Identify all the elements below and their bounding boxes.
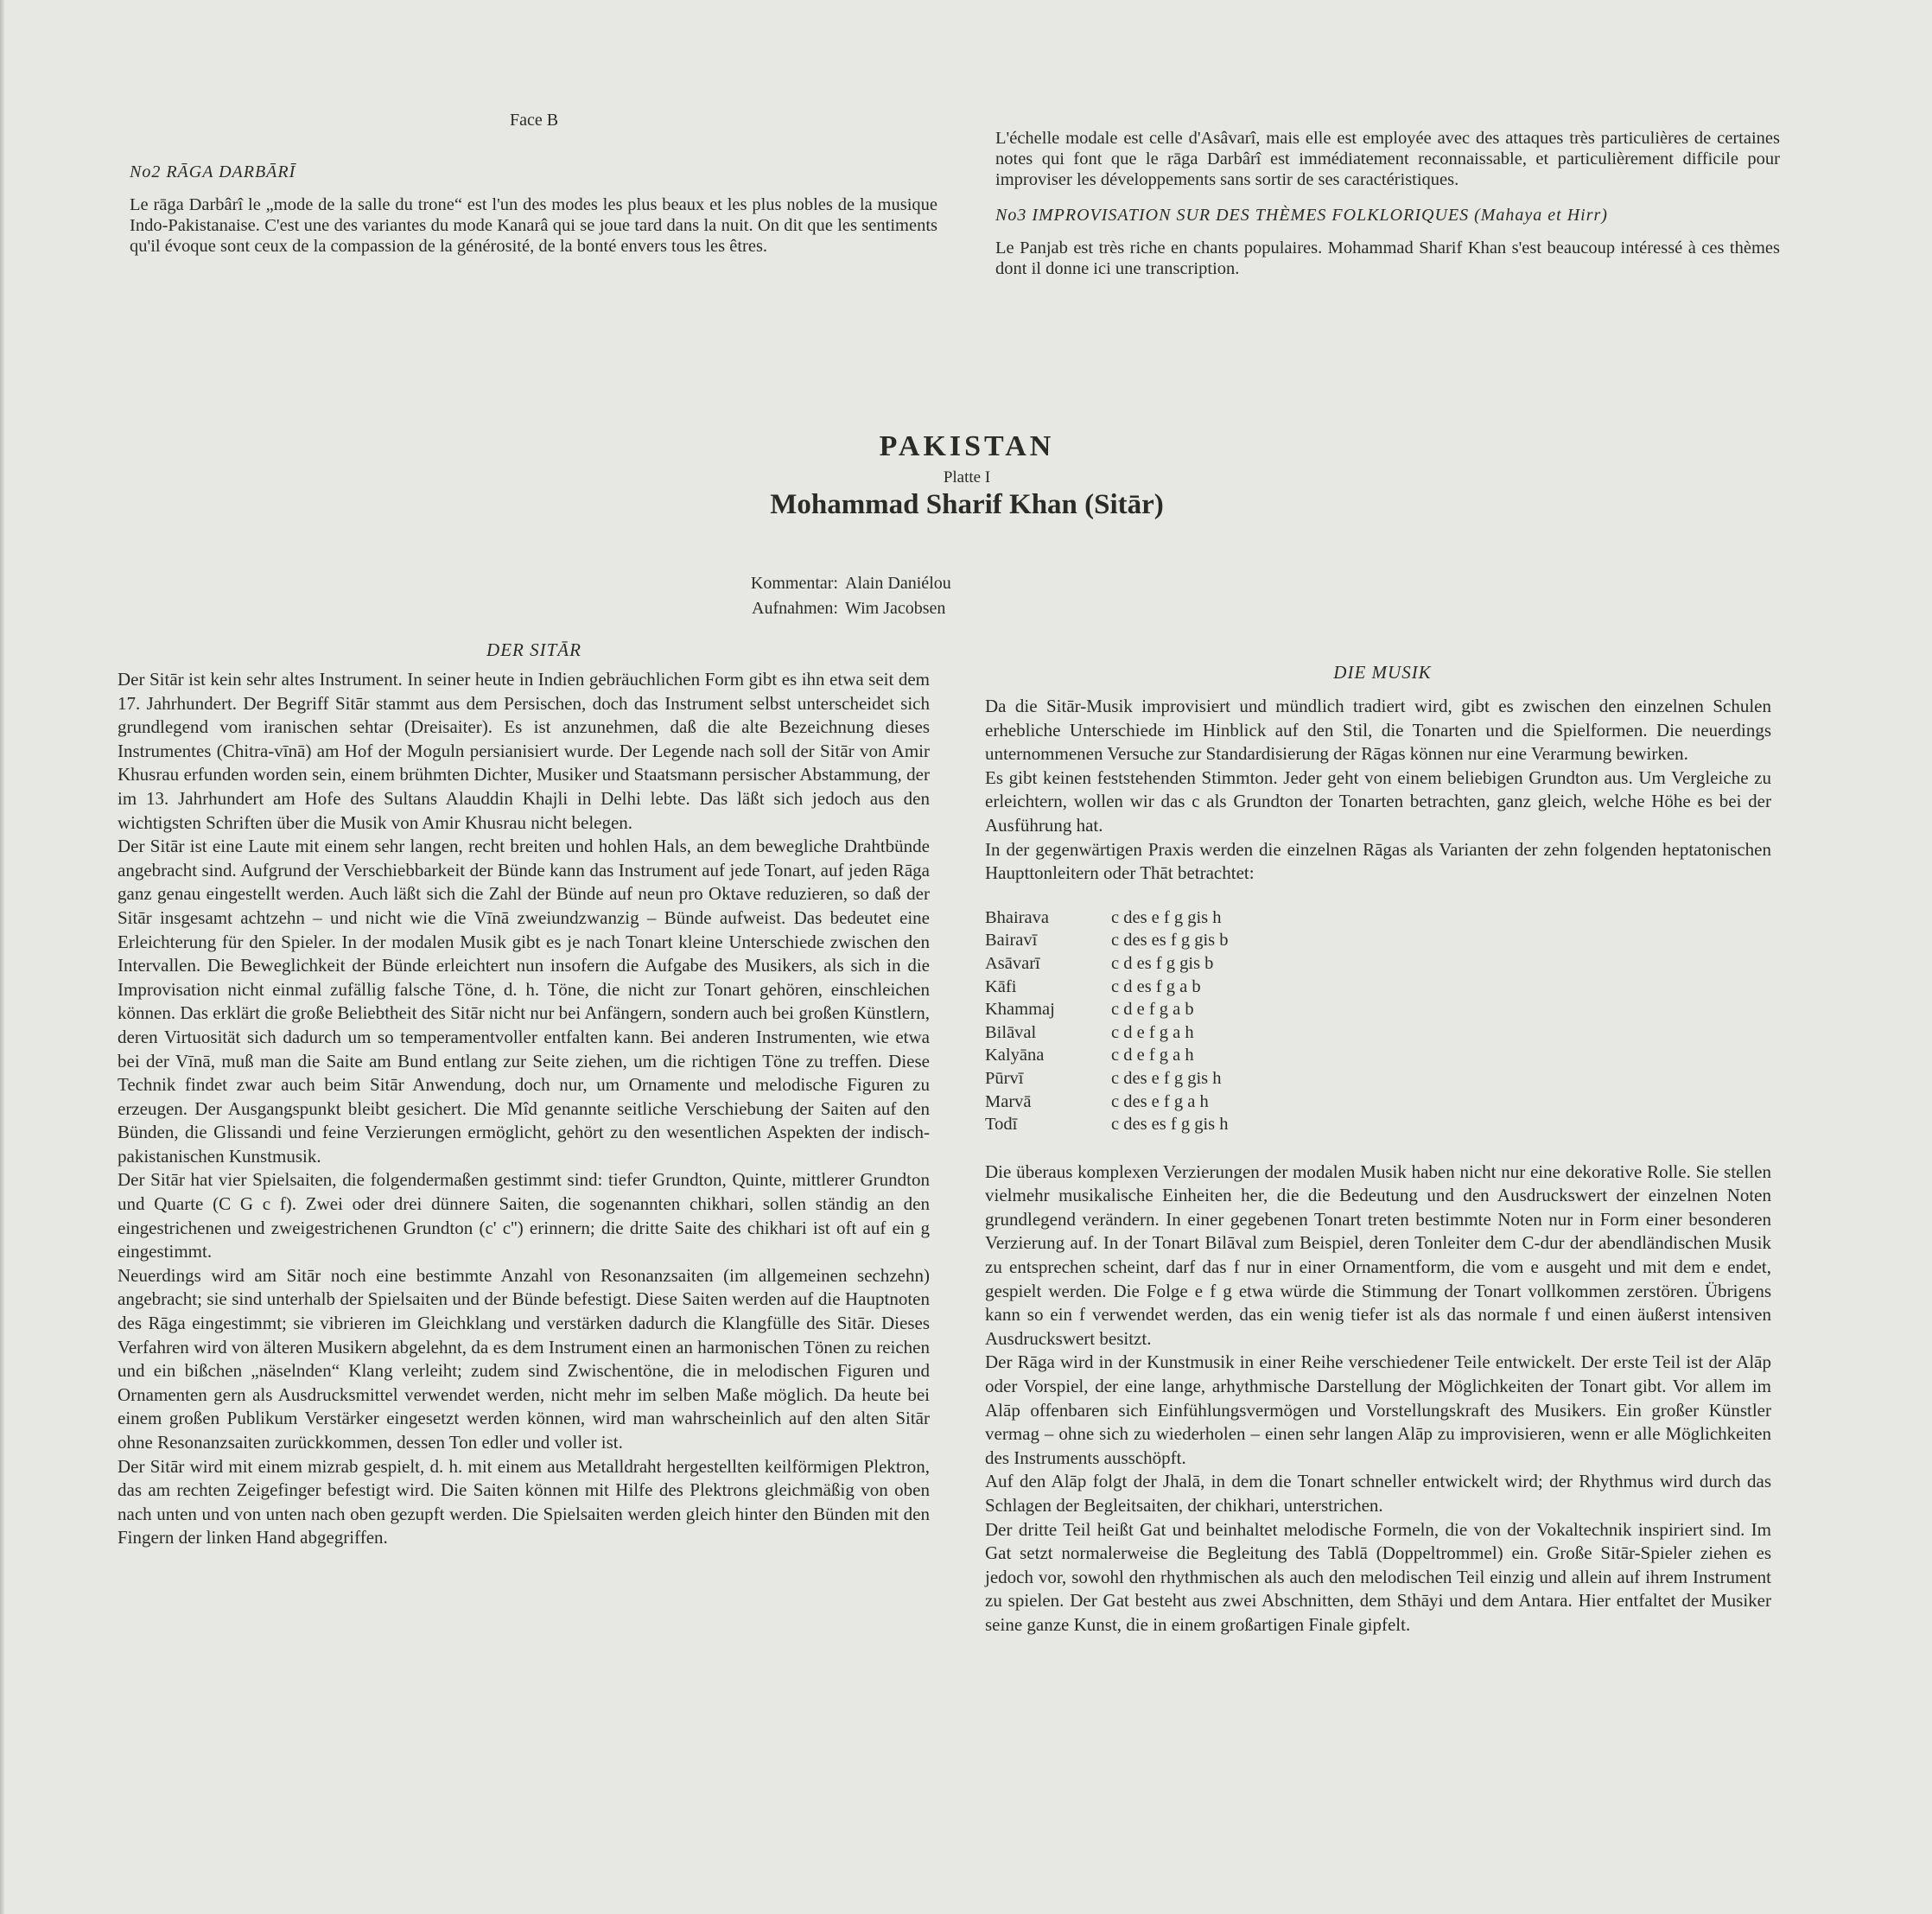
musik-paragraph: Da die Sitār-Musik improvisiert und mündlich tradiert wird, gibt es zwischen den einzelnen Schulen erhebliche Unterschiede im Hinblick auf den Stil, die Tonarten und die Spielformen. Die neuerdings unternommenen Versuche zur Standardisierung der Rāgas können nur eine Verarmung bewirken. (985, 696, 1771, 765)
raga-darbari-heading: No2 RĀGA DARBĀRĪ (130, 162, 296, 181)
page-edge-shadow (0, 0, 5, 1914)
table-row (985, 977, 1229, 1001)
credit-label: Kommentar: (750, 574, 838, 593)
right-column (985, 695, 1771, 1637)
credit-row (721, 596, 1153, 621)
title-block (605, 430, 1329, 521)
table-row (985, 954, 1229, 977)
raga-scale: c des e f g a h (1111, 1091, 1209, 1111)
asavari-paragraph: L'échelle modale est celle d'Asâvarî, mais elle est employée avec des attaques très particulières de certaines notes qui font que le rāga Darbârî est immédiatement reconnaissable, et particulièrement difficile pour improviser les développements sans sortir de ses caractéristiques. (995, 129, 1780, 189)
musik-paragraph: In der gegenwärtigen Praxis werden die einzelnen Rāgas als Varianten der zehn folgenden heptatonischen Haupttonleitern oder Thāt betrachtet: (985, 838, 1771, 884)
panjab-paragraph: Le Panjab est très riche en chants populaires. Mohammad Sharif Khan s'est beaucoup intéressé à ces thèmes dont il donne ici une transcription. (995, 238, 1780, 278)
top-right-section (995, 128, 1780, 279)
raga-name: Kāfi (985, 976, 1017, 996)
raga-name: Pūrvī (985, 1068, 1024, 1088)
raga-scale: c d e f g a h (1111, 1022, 1194, 1042)
table-row (985, 1069, 1229, 1092)
raga-table (985, 908, 1229, 1138)
musik-paragraph: Auf den Alāp folgt der Jhalā, in dem die Tonart schneller entwickelt wird; der Rhythmus wird durch das Schlagen der Begleitsaiten, der chikhari, unterstrichen. (985, 1471, 1771, 1516)
country-title: PAKISTAN (879, 430, 1055, 462)
table-row (985, 1023, 1229, 1046)
credits (721, 571, 1153, 621)
left-column (118, 668, 930, 1550)
credit-label: Aufnahmen: (752, 599, 838, 618)
table-row (985, 1000, 1229, 1023)
artist-title: Mohammad Sharif Khan (Sitār) (770, 489, 1164, 520)
raga-name: Bhairava (985, 907, 1049, 927)
credit-value: Wim Jacobsen (845, 599, 946, 618)
sitar-paragraph: Der Sitār hat vier Spielsaiten, die folgendermaßen gestimmt sind: tiefer Grundton, Quinte, mittlerer Grundton und Quarte (C G c f). Zwei oder drei dünnere Saiten, die sogenannten chikhari, sollen ständig an den eingestrichenen und zweigestrichenen Grundton (c' c'') erinnern; die dritte Saite des chikhari ist oft auf ein g eingestimmt. (118, 1169, 930, 1262)
sitar-paragraph: Neuerdings wird am Sitār noch eine bestimmte Anzahl von Resonanzsaiten (im allgemeinen sechzehn) angebracht; sie sind unterhalb der Spielsaiten und der Bünde befestigt. Diese Saiten werden auf die Hauptnoten des Rāga eingestimmt; sie vibrieren im Gleichklang und verstärken dadurch die Klangfülle des Sitār. Dieses Verfahren wird von älteren Musikern abgelehnt, da es dem Instrument einen an harmonischen Tönen zu reichen und ein bißchen „näselnden“ Klang verleiht; zudem sind Zwischentöne, die in melodischen Figuren und Ornamenten gern als Ausdrucksmittel verwendet werden, nicht mehr im selben Maße möglich. Da heute bei einem großen Publikum Verstärker eingesetzt werden können, wird man wahrscheinlich auf den alten Sitār ohne Resonanzsaiten zurückkommen, dessen Ton edler und voller ist. (118, 1264, 930, 1453)
musik-paragraph: Die überaus komplexen Verzierungen der modalen Musik haben nicht nur eine dekorative Rolle. Sie stellen vielmehr musikalische Einheiten her, die die Bedeutung und den Ausdruckswert der einzelnen Noten grundlegend verändern. In einer gegebenen Tonart treten bestimmte Noten nur in Form einer besonderen Verzierung auf. In der Tonart Bilāval zum Beispiel, deren Tonleiter dem C-dur der abendländischen Musik zu entsprechen scheint, darf das f nur in einer Ornamentform, die vom e ausgeht und mit dem e endet, gespielt werden. Die Folge e f g etwa würde die Stimmung der Tonart vollkommen zerstören. Übrigens kann so ein f verwendet werden, das ein wenig tiefer ist als das normale f und einen äußerst intensiven Ausdruckswert besitzt. (985, 1160, 1771, 1349)
raga-scale: c des es f g gis b (1111, 931, 1229, 951)
raga-scale: c d e f g a h (1111, 1046, 1194, 1065)
record-label: Platte I (943, 468, 991, 486)
raga-scale: c d es f g a b (1111, 976, 1201, 996)
top-left-section (130, 162, 937, 257)
raga-scale: c des e f g gis h (1111, 907, 1222, 927)
credit-value: Alain Daniélou (845, 574, 951, 593)
raga-name: Kalyāna (985, 1046, 1045, 1065)
improvisation-heading: No3 IMPROVISATION SUR DES THÈMES FOLKLORIQUES (Mahaya et Hirr) (995, 206, 1608, 225)
sitar-paragraph: Der Sitār wird mit einem mizrab gespielt, d. h. mit einem aus Metalldraht hergestellten keilförmigen Plektron, das am rechten Zeigefinger befestigt wird. Die Saiten können mit Hilfe des Plektrons gleichmäßig von oben nach unten und von unten nach oben gezupft werden. Die Spielsaiten werden gleich hinter den Bünden mit den Fingern der linken Hand abgegriffen. (118, 1455, 930, 1548)
musik-paragraph: Der dritte Teil heißt Gat und beinhaltet melodische Formeln, die von der Vokaltechnik inspiriert sind. Im Gat setzt normalerweise die Begleitung des Tablā (Doppeltrommel) ein. Große Sitār-Spieler ziehen es jedoch vor, sowohl den rhythmischen als auch den melodischen Teil einzig und allein auf ihrem Instrument zu spielen. Der Gat besteht aus zwei Abschnitten, dem Sthāyi und dem Antara. Hier entfaltet der Musiker seine ganze Kunst, die in einem großartigen Finale gipfelt. (985, 1518, 1771, 1635)
musik-paragraph: Der Rāga wird in der Kunstmusik in einer Reihe verschiedener Teile entwickelt. Der erste Teil ist der Alāp oder Vorspiel, der eine lange, arhythmische Darstellung der Möglichkeiten der Tonart gibt. Vor allem im Alāp offenbaren sich Einfühlungsvermögen und Vorstellungskraft des Musikers. Ein großer Künstler vermag – ohne sich zu wiederholen – einen sehr langen Alāp zu improvisieren, wenn er alle Möglichkeiten des Instruments ausschöpft. (985, 1351, 1771, 1468)
table-row (985, 908, 1229, 932)
face-label: Face B (510, 111, 559, 130)
sitar-paragraph: Der Sitār ist kein sehr altes Instrument. In seiner heute in Indien gebräuchlichen Form gibt es ihn etwa seit dem 17. Jahrhundert. Der Begriff Sitār stammt aus dem Persischen, doch das Instrument selbst unterscheidet sich grundlegend vom iranischen sehtar (Dreisaiter). Es ist anzunehmen, daß die alte Bezeichnung dieses Instrumentes (Chitra-vīnā) am Hof der Moguln persianisiert wurde. Der Legende nach soll der Sitār von Amir Khusrau erfunden worden sein, einem brühmten Dichter, Musiker und Staatsmann persischer Abstammung, der im 13. Jahrhundert am Hofe des Sultans Alauddin Khajli in Delhi lebte. Das läßt sich jedoch aus den wichtigsten Schriften über die Musik von Amir Khusrau nicht belegen. (118, 669, 930, 833)
raga-darbari-paragraph: Le rāga Darbârî le „mode de la salle du trone“ est l'un des modes les plus beaux et les plus nobles de la musique Indo-Pakistanaise. C'est une des variantes du mode Kanarâ qui se joue tard dans la nuit. On dit que les sentiments qu'il évoque sont ceux de la compassion de la générosité, de la bonté envers tous les êtres. (130, 195, 937, 256)
raga-scale: c d e f g a b (1111, 1000, 1194, 1020)
raga-name: Khammaj (985, 1000, 1055, 1020)
raga-name: Asāvarī (985, 953, 1040, 973)
raga-scale: c des e f g gis h (1111, 1068, 1222, 1088)
table-row (985, 1092, 1229, 1116)
die-musik-heading: DIE MUSIK (1333, 662, 1432, 683)
raga-name: Marvā (985, 1091, 1032, 1111)
raga-scale: c d es f g gis b (1111, 953, 1214, 973)
raga-name: Bairavī (985, 931, 1038, 951)
musik-paragraph: Es gibt keinen feststehenden Stimmton. Jeder geht von einem beliebigen Grundton aus. Um Vergleiche zu erleichtern, wollen wir das c als Grundton der Tonarten betrachten, ganz gleich, welche Höhe es bei der Ausführung hat. (985, 766, 1771, 836)
der-sitar-heading: DER SITĀR (486, 639, 582, 660)
raga-scale: c des es f g gis h (1111, 1115, 1229, 1135)
table-row (985, 931, 1229, 954)
raga-name: Todī (985, 1115, 1018, 1135)
table-row (985, 1115, 1229, 1138)
table-row (985, 1046, 1229, 1069)
sitar-paragraph: Der Sitār ist eine Laute mit einem sehr langen, recht breiten und hohlen Hals, an dem bewegliche Drahtbünde angebracht sind. Aufgrund der Verschiebbarkeit der Bünde kann das Instrument auf jede Tonart, auf jeden Rāga ganz genau eingestellt werden. Auch läßt sich die Zahl der Bünde auf neun pro Oktave reduzieren, so daß der Sitār insgesamt achtzehn – und nicht wie die Vīnā zweiundzwanzig – Bünde aufweist. Das bedeutet eine Erleichterung für den Spieler. In der modalen Musik gibt es je nach Tonart kleine Unterschiede zwischen den Intervallen. Die Beweglichkeit der Bünde erleichtert nun insofern die Aufgabe des Musikers, als sich in die Improvisation nicht einmal zufällig falsche Töne, d. h. Töne, die nicht zur Tonart gehören, einschleichen können. Das erklärt die große Beliebtheit des Sitār nicht nur bei Anfängern, sondern auch bei großen Künstlern, deren Virtuosität sich dadurch um so temperamentvoller entfalten kann. Bei anderen Instrumenten, wie etwa bei der Vīnā, muß man die Saite am Bund entlang zur Seite ziehen, um die richtigen Töne zu treffen. Diese Technik findet zwar auch beim Sitār Anwendung, doch nur, um Ornamente und melodische Figuren zu erzeugen. Der Ausgangspunkt bleibt gesichert. Die Mîd genannte seitliche Verschiebung der Saiten auf den Bünden, die Glissandi und feine Verzierungen ermöglicht, gehört zu den wesentlichen Aspekten der indisch-pakistanischen Kunstmusik. (118, 836, 930, 1167)
raga-name: Bilāval (985, 1022, 1037, 1042)
credit-row (721, 571, 1153, 596)
